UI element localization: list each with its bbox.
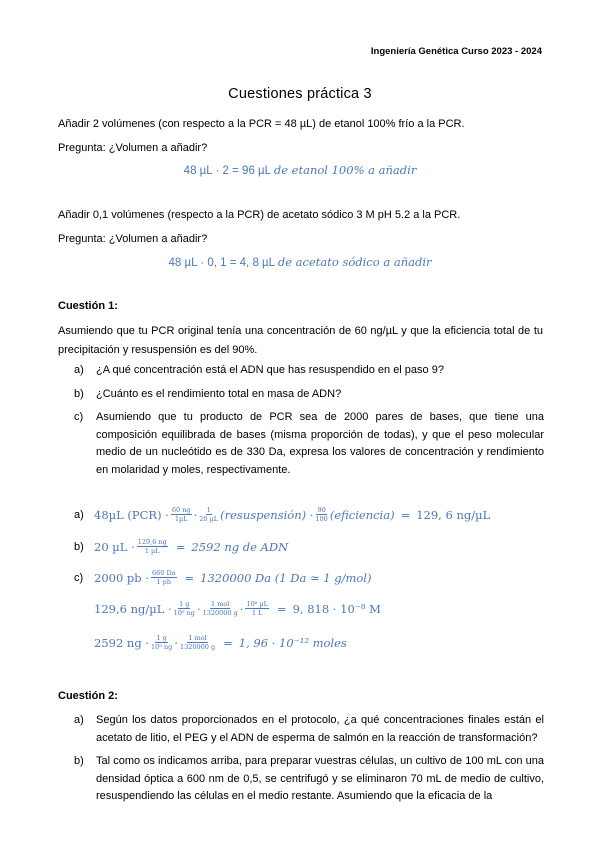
question-2-item-a: a) Según los datos proporcionados en el protocolo, ¿a qué concentraciones finales están el acetato de litio, el PEG y el ADN de esperma de salmón en la reacción de transformación? — [74, 714, 544, 744]
question-2-heading: Cuestión 2: — [58, 690, 118, 702]
question-1-statement: Asumiendo que tu PCR original tenía una concentración de 60 ng/µL y que la eficiencia total de tu precipitación y resuspensión es del 90%. — [58, 325, 543, 356]
intro-step-2: Añadir 0,1 volúmenes (respecto a la PCR) de acetato sódico 3 M pH 5.2 a la PCR. — [58, 209, 461, 221]
page-title: Cuestiones práctica 3 — [228, 86, 372, 102]
answer-b: b) 20 µL · 129,6 ng 1 µL = 2592 ng de ADN — [74, 538, 289, 555]
answer-c-moles: 2592 ng · 1 g 10⁹ ng · 1 mol 1320000 g = 1, 96 · 10⁻¹² moles — [94, 634, 347, 651]
calc-ethanol: 48 µL · 2 = 96 µL de etanol 100% a añadir — [183, 163, 417, 177]
question-1-item-c: c) Asumiendo que tu producto de PCR sea de 2000 pares de bases, que tiene una composición equilibrada de bases (misma proporción de todas), y que el peso molecular medio de un nucleótido es de 330 Da, expresa los valores de concentración y rendimiento en molaridad y moles, respectivamente. — [74, 411, 544, 476]
answer-c-molarity: 129,6 ng/µL · 1 g 10⁹ ng · 1 mol 1320000 g · 10⁶ µL 1 L = 9, 818 · 10⁻⁸ M — [94, 600, 381, 617]
course-header: Ingeniería Genética Curso 2023 - 2024 — [370, 46, 542, 57]
calc-acetate: 48 µL · 0, 1 = 4, 8 µL de acetato sódico a añadir — [168, 255, 432, 269]
intro-step-1: Añadir 2 volúmenes (con respecto a la PCR = 48 µL) de etanol 100% frío a la PCR. — [58, 118, 465, 130]
question-2-item-b: b) Tal como os indicamos arriba, para preparar vuestras células, un cultivo de 100 mL con una densidad óptica a 600 nm de 0,5, se centrifugó y se eliminaron 70 mL de medio de cultivo, resuspendiendo las células en el medio restante. Asumiendo que la eficacia de la — [74, 755, 544, 802]
intro-question-2: Pregunta: ¿Volumen a añadir? — [58, 233, 208, 245]
question-1-item-a: a) ¿A qué concentración está el ADN que has resuspendido en el paso 9? — [74, 364, 444, 376]
answer-a: a) 48µL (PCR) · 60 ng 1µL · 1 20 µL (resuspensión) · 90 100 (eficiencia) = 129, 6 ng/µL — [74, 506, 491, 523]
question-1-heading: Cuestión 1: — [58, 300, 118, 312]
question-1-item-b: b) ¿Cuánto es el rendimiento total en masa de ADN? — [74, 388, 342, 400]
answer-c: c) 2000 pb · 660 Da 1 pb = 1320000 Da (1 Da ≃ 1 g/mol) — [74, 569, 372, 586]
intro-question-1: Pregunta: ¿Volumen a añadir? — [58, 142, 208, 154]
